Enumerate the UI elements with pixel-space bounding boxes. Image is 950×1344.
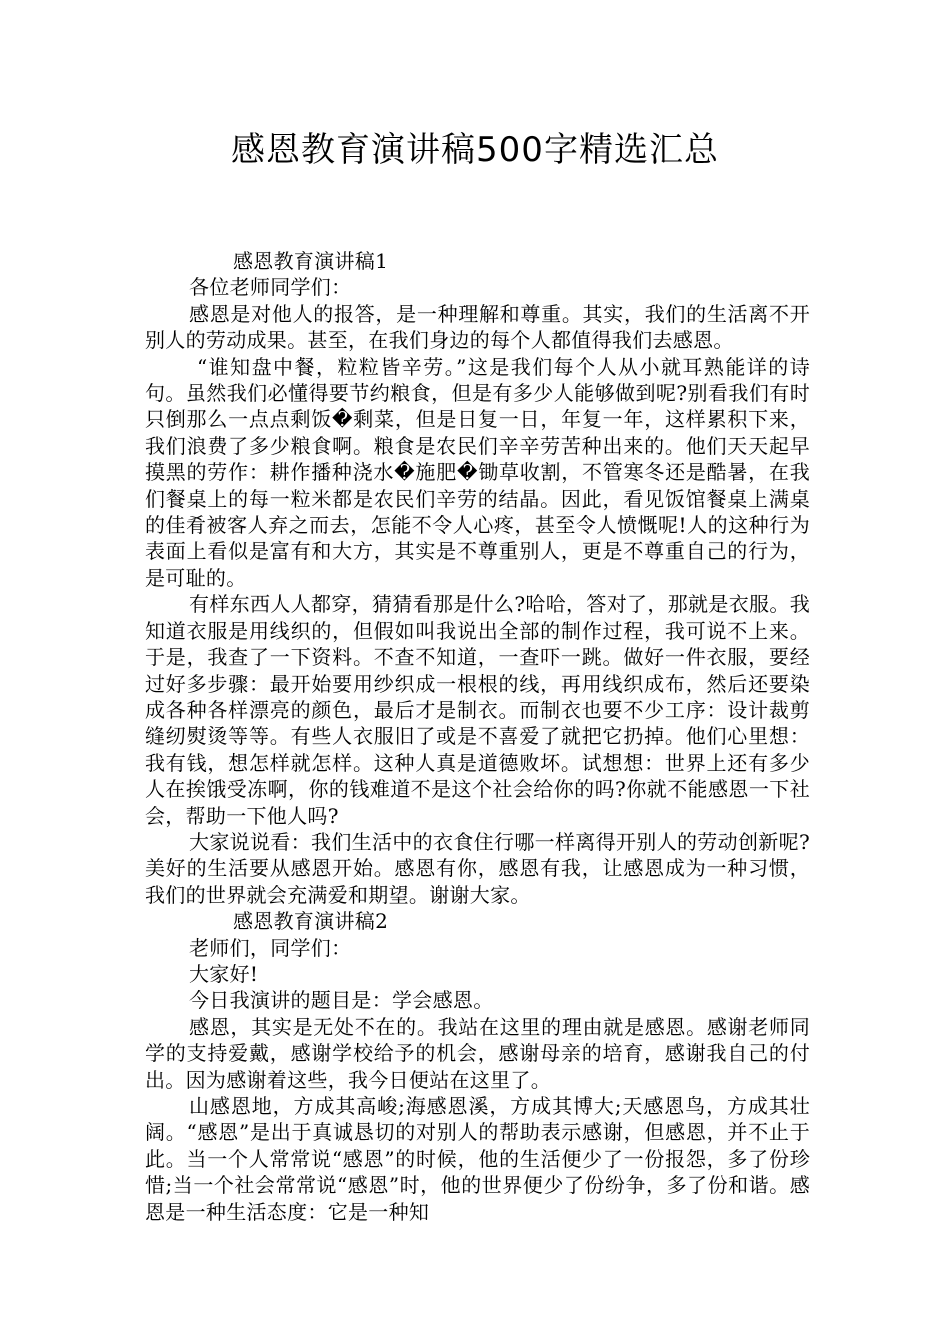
paragraph: 大家说说看：我们生活中的衣食住行哪一样离得开别人的劳动创新呢?美好的生活要从感恩开始。感恩有你，感恩有我，让感恩成为一种习惯，我们的世界就会充满爱和期望。谢谢大家。 [145, 829, 810, 907]
document-body [145, 248, 810, 1225]
paragraph: 感恩是对他人的报答，是一种理解和尊重。其实，我们的生活离不开别人的劳动成果。甚至，在我们身边的每个人都值得我们去感恩。 [145, 301, 810, 353]
paragraph: 山感恩地，方成其高峻;海感恩溪，方成其博大;天感恩鸟，方成其壮阔。“感恩”是出于真诚恳切的对别人的帮助表示感谢，但感恩，并不止于此。当一个人常常说“感恩”的时候，他的生活便少了一份报怨，多了份珍惜;当一个社会常常说“感恩”时，他的世界便少了份纷争，多了份和谐。感恩是一种生活态度：它是一种知 [145, 1094, 810, 1224]
speech-heading: 感恩教育演讲稿2 [233, 909, 389, 934]
salutation: 老师们，同学们： [189, 935, 352, 960]
paragraph: 感恩，其实是无处不在的。我站在这里的理由就是感恩。感谢老师同学的支持爱戴，感谢学校给予的机会，感谢母亲的培育，感谢我自己的付出。因为感谢着这些，我今日便站在这里了。 [145, 1014, 810, 1092]
paragraph: 今日我演讲的题目是：学会感恩。 [189, 988, 494, 1013]
paragraph: 有样东西人人都穿，猜猜看那是什么?哈哈，答对了，那就是衣服。我知道衣服是用线织的，但假如叫我说出全部的制作过程，我可说不上来。于是，我查了一下资料。不查不知道，一查吓一跳。做好一件衣服，要经过好多步骤：最开始要用纱织成一根根的线，再用线织成布，然后还要染成各种各样漂亮的颜色，最后才是制衣。而制衣也要不少工序：设计裁剪缝纫熨烫等等。有些人衣服旧了或是不喜爱了就把它扔掉。他们心里想：我有钱，想怎样就怎样。这种人真是道德败坏。试想想：世界上还有多少人在挨饿受冻啊，你的钱难道不是这个社会给你的吗?你就不能感恩一下社会，帮助一下他人吗? [145, 592, 810, 828]
paragraph: “谁知盘中餐，粒粒皆辛劳。”这是我们每个人从小就耳熟能详的诗句。虽然我们必懂得要节约粮食，但是有多少人能够做到呢?别看我们有时只倒那么一点点剩饭�剩菜，但是日复一日，年复一年，这样累积下来，我们浪费了多少粮食啊。粮食是农民们辛辛劳苦种出来的。他们天天起早摸黑的劳作：耕作播种浇水�施肥�锄草收割，不管寒冬还是酷暑，在我们餐桌上的每一粒米都是农民们辛劳的结晶。因此，看见饭馆餐桌上满桌的佳肴被客人弃之而去，怎能不令人心疼，甚至令人愤慨呢!人的这种行为表面上看似是富有和大方，其实是不尊重别人，更是不尊重自己的行为，是可耻的。 [145, 354, 810, 590]
salutation: 各位老师同学们： [189, 275, 352, 300]
document-title: 感恩教育演讲稿500字精选汇总 [231, 130, 719, 170]
speech-heading: 感恩教育演讲稿1 [233, 249, 389, 273]
greeting: 大家好! [189, 961, 259, 986]
